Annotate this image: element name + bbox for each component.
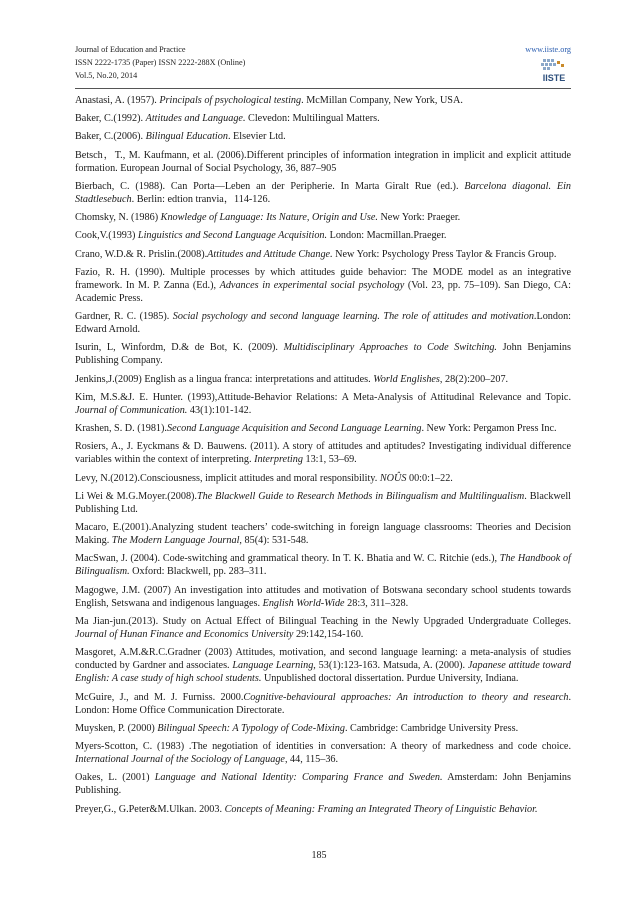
reference-text: . Berlin: edtion tranvia，114-126. xyxy=(131,193,271,205)
reference-text: Amsterdam: John Benjamins Publishing. xyxy=(75,772,571,797)
reference-title: NOÛS xyxy=(379,472,407,484)
reference-entry xyxy=(75,180,571,206)
reference-text: .London: Edward Arnold. xyxy=(75,311,571,336)
svg-text:IISTE: IISTE xyxy=(542,73,566,83)
reference-text: Chomsky, N. (1986) xyxy=(75,212,161,224)
reference-entry xyxy=(75,149,571,175)
reference-text: Baker, C.(1992). xyxy=(75,113,146,125)
reference-text: Clevedon: Multilingual Matters. xyxy=(245,113,380,125)
reference-title: Knowledge of Language: Its Nature, Origin and Use. xyxy=(160,212,378,224)
reference-text: Masgoret, A.M.&R.C.Gradner (2003) Attitudes, motivation, and second language learning: a meta-analysis of studies conducted by Gardner and associates. xyxy=(75,647,571,672)
reference-text: . Cambridge: Cambridge University Press. xyxy=(344,722,519,734)
reference-text: , 85(4): 531-548. xyxy=(239,535,309,547)
reference-title: Attitudes and Language. xyxy=(145,113,246,125)
reference-text: Kim, M.S.&J. E. Hunter. (1993),Attitude-Behavior Relations: A Meta-Analysis of Attitudinal Relevance and Topic. xyxy=(75,391,571,403)
reference-text: Muysken, P. (2000) xyxy=(75,722,158,734)
iiste-logo-icon xyxy=(537,58,571,84)
reference-entry xyxy=(75,422,571,435)
reference-entry xyxy=(75,615,571,641)
reference-title: Social psychology and second language learning. The role of attitudes and motivation xyxy=(172,311,534,323)
reference-entry xyxy=(75,584,571,610)
reference-title: Second Language Acquisition and Second Language Learning xyxy=(166,423,422,435)
reference-title: Attitudes and Attitude Change. xyxy=(207,248,333,260)
reference-text: John Benjamins Publishing Company. xyxy=(75,342,571,367)
reference-text: MacSwan, J. (2004). Code-switching and grammatical theory. In T. K. Bhatia and W. C. Ritchie (eds.), xyxy=(75,553,500,565)
reference-text: Myers-Scotton, C. (1983) .The negotiation of identities in conversation: A theory of markedness and code choice. xyxy=(75,741,571,752)
reference-text: 43(1):101-142. xyxy=(187,404,252,416)
reference-text: Li Wei & M.G.Moyer.(2008). xyxy=(75,490,197,502)
reference-entry xyxy=(75,771,571,797)
reference-title: The Modern Language Journal xyxy=(111,535,240,547)
reference-list xyxy=(75,94,571,821)
reference-text: Betsch，T., M. Kaufmann, et al. (2006).Different principles of information integration in implicit and explicit attitude formation. European Journal of Social Psychology, 36, 887–905 xyxy=(75,149,571,174)
reference-text: Gardner, R. C. (1985). xyxy=(75,311,173,323)
reference-text: Anastasi, A. (1957). xyxy=(75,95,160,106)
reference-title: Journal of Communication. xyxy=(75,404,188,416)
reference-entry xyxy=(75,266,571,305)
reference-entry xyxy=(75,521,571,547)
reference-title: Cognitive-behavioural approaches: An introduction to theory and research xyxy=(243,691,569,703)
reference-text: , 28(2):200–207. xyxy=(439,373,509,385)
reference-text: 29:142,154-160. xyxy=(293,628,364,640)
reference-entry xyxy=(75,490,571,516)
reference-entry xyxy=(75,472,571,485)
reference-entry xyxy=(75,691,571,717)
reference-text: Krashen, S. D. (1981). xyxy=(75,423,167,435)
journal-title: Journal of Education and Practice xyxy=(75,45,186,54)
journal-url-link[interactable]: www.iiste.org xyxy=(525,45,571,54)
reference-text: . Elsevier Ltd. xyxy=(227,131,286,143)
reference-text: Preyer,G., G.Peter&M.Ulkan. 2003. xyxy=(75,803,225,815)
reference-entry xyxy=(75,310,571,336)
reference-text: Oakes, L. (2001) xyxy=(75,772,155,784)
reference-title: Bilingual Speech: A Typology of Code-Mixing xyxy=(157,722,345,734)
reference-text: Jenkins,J.(2009) English as a lingua franca: interpretations and attitudes. xyxy=(75,373,374,385)
reference-title: Barcelona diagonal. Ein Stadtlesebuch xyxy=(75,180,571,205)
reference-entry xyxy=(75,373,571,386)
reference-entry xyxy=(75,803,571,816)
reference-entry xyxy=(75,248,571,261)
reference-text: 28:3, 311–328. xyxy=(344,597,409,609)
reference-title: Bilingual Education xyxy=(145,131,228,143)
reference-text: Ma Jian-jun.(2013). Study on Actual Effect of Bilingual Teaching in the Newly Upgraded Undergraduate Colleges. xyxy=(75,615,571,627)
reference-entry xyxy=(75,112,571,125)
reference-text: Isurin, L, Winfordm, D.& de Bot, K. (2009). xyxy=(75,342,284,354)
reference-text: . McMillan Company, New York, USA. xyxy=(301,95,463,106)
reference-entry xyxy=(75,552,571,578)
reference-title: Principals of psychological testing xyxy=(159,95,302,106)
reference-text: Crano, W.D.& R. Prislin.(2008). xyxy=(75,248,208,260)
page-number: 185 xyxy=(311,850,327,861)
reference-entry xyxy=(75,229,571,242)
reference-text: . New York: Pergamon Press Inc. xyxy=(421,423,557,435)
reference-title: Multidisciplinary Approaches to Code Switching. xyxy=(283,342,497,354)
reference-text: Levy, N.(2012).Consciousness, implicit attitudes and moral responsibility. xyxy=(75,472,380,484)
reference-entry xyxy=(75,722,571,735)
volume-line: Vol.5, No.20, 2014 xyxy=(75,71,138,80)
reference-title: The Handbook of Bilingualism. xyxy=(75,553,571,578)
reference-text: 00:0:1–22. xyxy=(406,472,453,484)
reference-text: Magogwe, J.M. (2007) An investigation into attitudes and motivation of Botswana secondary school students towards English, Setswana and indigenous languages. xyxy=(75,584,571,609)
reference-title: Linguistics and Second Language Acquisition. xyxy=(137,230,328,242)
reference-text: Cook,V.(1993) xyxy=(75,230,138,242)
reference-text: New York: Praeger. xyxy=(377,212,461,224)
reference-text: , 44, 115–36. xyxy=(284,754,339,766)
reference-text: Oxford: Blackwell, pp. 283–311. xyxy=(129,566,267,578)
reference-text: (Vol. 23, pp. 75–109). San Diego, CA: Academic Press. xyxy=(75,279,571,304)
reference-title: Language and National Identity: Comparing France and Sweden. xyxy=(154,772,443,784)
reference-entry xyxy=(75,94,571,107)
reference-title: The Blackwell Guide to Research Methods in Bilingualism and Multilingualism xyxy=(196,490,525,502)
reference-entry xyxy=(75,440,571,466)
reference-title: Language Learning xyxy=(232,660,314,672)
reference-text: . Blackwell Publishing Ltd. xyxy=(75,490,571,515)
reference-entry xyxy=(75,391,571,417)
reference-text: McGuire, J., and M. J. Furniss. 2000. xyxy=(75,691,244,703)
reference-text: Fazio, R. H. (1990). Multiple processes by which attitudes guide behavior: The MODE model as an integrative framework. In M. P. Zanna (Ed.), xyxy=(75,266,571,291)
reference-title: World Englishes xyxy=(373,373,440,385)
reference-title: Journal of Hunan Finance and Economics University xyxy=(75,628,294,640)
reference-entry xyxy=(75,211,571,224)
reference-entry xyxy=(75,646,571,685)
issn-line: ISSN 2222-1735 (Paper) ISSN 2222-288X (Online) xyxy=(75,58,246,67)
reference-title: English World-Wide xyxy=(262,597,345,609)
reference-text: . London: Home Office Communication Directorate. xyxy=(75,691,571,716)
reference-text: New York: Psychology Press Taylor & Francis Group. xyxy=(332,248,557,260)
reference-text: , 53(1):123-163. Matsuda, A. (2000). Japanese attitude toward English: A case study of high school students. Unpublished doctoral dissertation. Purdue University, Indiana. xyxy=(75,660,571,685)
reference-title: International Journal of the Sociology of Language xyxy=(75,754,285,766)
reference-title: Concepts of Meaning: Framing an Integrated Theory of Linguistic Behavior. xyxy=(224,803,538,815)
reference-title: Advances in experimental social psychology xyxy=(219,279,405,291)
reference-text: London: Macmillan.Praeger. xyxy=(327,230,447,242)
reference-text: Rosiers, A., J. Eyckmans & D. Bauwens. (2011). A story of attitudes and aptitudes? Investigating individual difference variables within the context of interpreting. xyxy=(75,441,571,466)
header-divider xyxy=(75,88,571,89)
reference-text: Macaro, E.(2001).Analyzing student teachers’ code-switching in foreign language classrooms: Theories and Decision Making. xyxy=(75,522,571,547)
reference-entry xyxy=(75,740,571,766)
reference-text: 13:1, 53–69. xyxy=(302,454,357,466)
reference-entry xyxy=(75,341,571,367)
reference-text: Bierbach, C. (1988). Can Porta—Leben an der Peripherie. In Marta Giralt Rue (ed.). xyxy=(75,180,465,192)
reference-title: Interpreting xyxy=(254,454,303,466)
reference-text: Baker, C.(2006). xyxy=(75,131,146,143)
reference-entry xyxy=(75,130,571,143)
